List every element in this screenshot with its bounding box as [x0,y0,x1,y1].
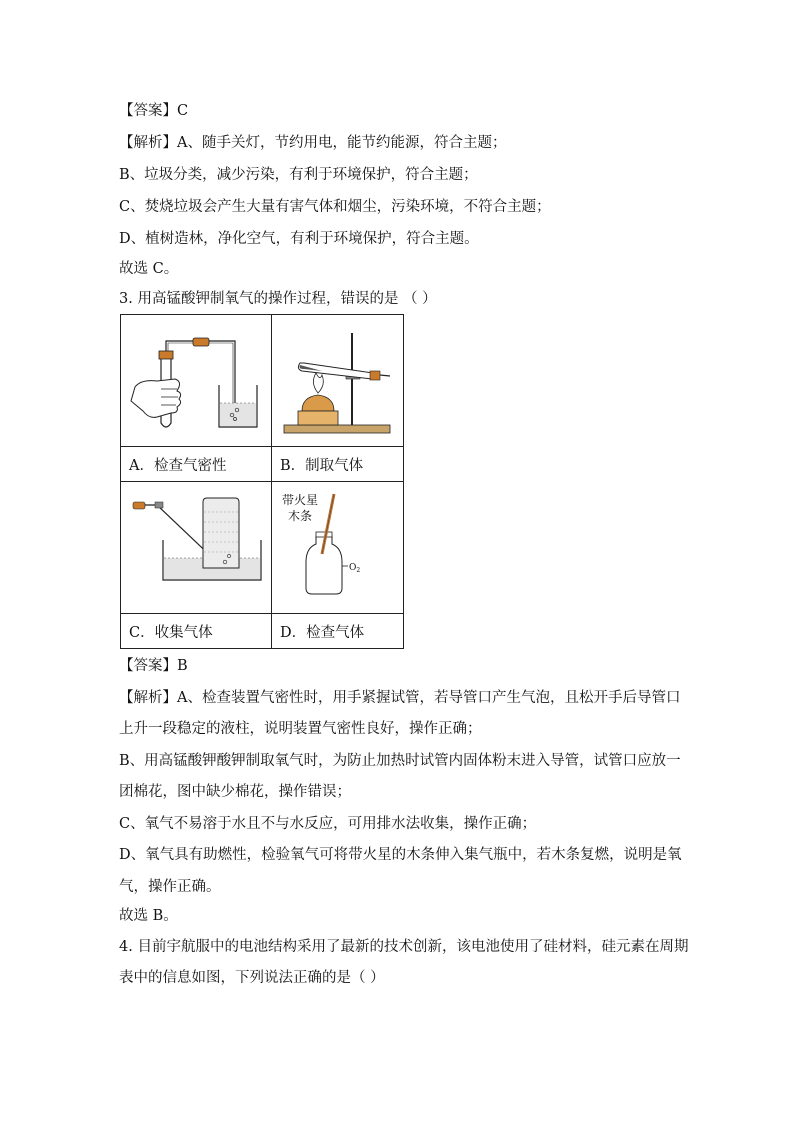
gas-test-apparatus-icon [272,482,404,613]
q3-analysis-line-5: C、氧气不易溶于水且不与水反应，可用排水法收集，操作正确； [119,816,537,832]
q3-analysis-line-4: 团棉花，图中缺少棉花，操作错误； [119,784,351,800]
option-d-figure [272,482,404,614]
q2-analysis-line-4: D、植树造林，净化空气，有利于环境保护，符合主题。 [119,231,479,247]
q3-stem: 3. 用高锰酸钾制氧气的操作过程，错误的是 （ ） [119,291,437,307]
q3-analysis-line-3: B、用高锰酸钾酸钾制取氧气时，为防止加热时试管内固体粉末进入导管，试管口应放一 [119,753,681,769]
gas-subscript: 2 [356,567,361,574]
stick-label-line-1: 带火星 [282,493,319,507]
option-a-figure [121,315,272,447]
q3-analysis-line-1: 【解析】A、检查装置气密性时，用手紧握试管，若导管口产生气泡，且松开手后导管口 [119,690,681,706]
option-a-label: A．检查气密性 [121,447,272,482]
gas-label: O [349,563,357,573]
q3-analysis-line-7: 气，操作正确。 [119,879,221,895]
option-b-figure [272,315,404,447]
q3-answer: 【答案】B [119,658,188,674]
q4-stem-line-1: 4. 目前宇航服中的电池结构采用了最新的技术创新，该电池使用了硅材料，硅元素在周期 [119,939,689,955]
gas-production-apparatus-icon [272,315,404,446]
q4-stem-line-2: 表中的信息如图，下列说法正确的是（ ） [119,970,385,986]
q3-analysis-line-2: 上升一段稳定的液柱，说明装置气密性良好，操作正确； [119,721,482,737]
svg-text:O2 [349,563,360,574]
option-b-label: B．制取气体 [272,447,404,482]
q2-answer: 【答案】C [119,103,189,119]
option-c-label: C．收集气体 [121,614,272,649]
q3-analysis-line-6: D、氧气具有助燃性，检验氧气可将带火星的木条伸入集气瓶中，若木条复燃，说明是氧 [119,847,682,863]
gas-collection-apparatus-icon [121,482,272,613]
option-d-label: D．检查气体 [272,614,404,649]
q3-options-table [120,314,404,649]
q2-analysis-line-1: 【解析】A、随手关灯，节约用电，能节约能源，符合主题； [119,135,507,151]
q2-analysis-line-3: C、焚烧垃圾会产生大量有害气体和烟尘，污染环境，不符合主题； [119,199,551,215]
option-c-figure [121,482,272,614]
airtightness-check-apparatus-icon [121,315,272,446]
q2-conclusion: 故选 C。 [119,261,179,277]
q2-analysis-line-2: B、垃圾分类，减少污染，有利于环境保护，符合主题； [119,167,478,183]
stick-label-line-2: 木条 [288,509,313,523]
q3-conclusion: 故选 B。 [119,908,178,924]
